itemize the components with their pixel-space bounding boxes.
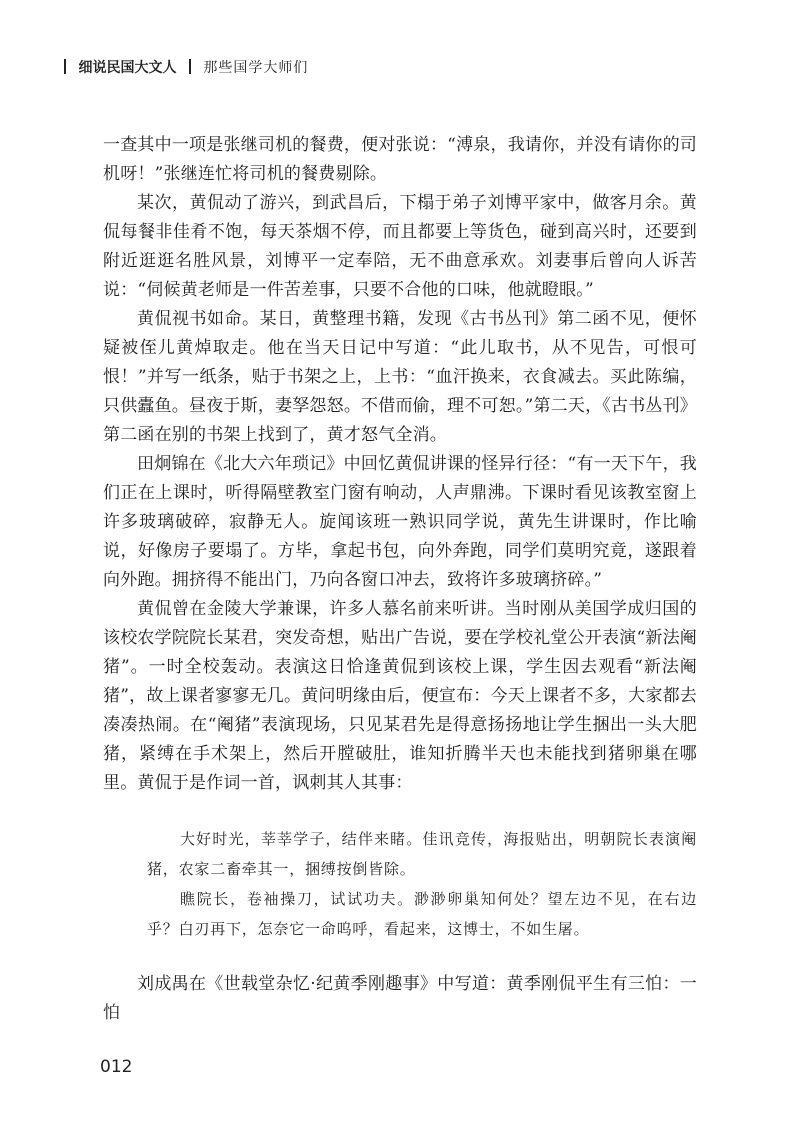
paragraph: 田炯锦在《北大六年琐记》中回忆黄侃讲课的怪异行径：“有一天下午，我们正在上课时，听得隔壁教室门窗有响动，人声鼎沸。下课时看见该教室窗上许多玻璃破碎，寂静无人。旋闻该班一熟识同学说，黄先生讲课时，作比喻说，好像房子要塌了。方毕，拿起书包，向外奔跑，同学们莫明究竟，遂跟着向外跑。拥挤得不能出门，乃向各窗口冲去，致将许多玻璃挤碎。”	[103, 454, 697, 590]
paragraph: 刘成禺在《世载堂杂忆·纪黄季刚趣事》中写道：黄季刚侃平生有三怕：一怕	[103, 974, 697, 1023]
book-title: 细说民国大文人	[78, 60, 177, 76]
poem-block	[103, 824, 697, 944]
paragraph: 一查其中一项是张继司机的餐费，便对张说：“溥泉，我请你，并没有请你的司机呀！”张继连忙将司机的餐费剔除。	[103, 135, 697, 184]
paragraph: 黄侃曾在金陵大学兼课，许多人慕名前来听讲。当时刚从美国学成归国的该校农学院院长某君，突发奇想，贴出广告说，要在学校礼堂公开表演“新法阉猪”。一时全校轰动。表演这日恰逢黄侃到该校上课，学生因去观看“新法阉猪”，故上课者寥寥无几。黄问明缘由后，便宣布：今天上课者不多，大家都去凑凑热闹。在“阉猪”表演现场，只见某君先是得意扬扬地让学生捆出一头大肥猪，紧缚在手术架上，然后开膛破肚，谁知折腾半天也未能找到猪卵巢在哪里。黄侃于是作词一首，讽刺其人其事：	[103, 599, 697, 793]
header-divider	[64, 59, 66, 74]
poem-stanza: 瞧院长，卷袖操刀，试试功夫。渺渺卵巢知何处？望左边不见，在右边乎？白刃再下，怎奈它一命呜呼，看起来，这博士，不如生屠。	[147, 890, 697, 938]
running-header	[64, 57, 308, 77]
paragraph: 某次，黄侃动了游兴，到武昌后，下榻于弟子刘博平家中，做客月余。黄侃每餐非佳肴不饱，每天茶烟不停，而且都要上等货色，碰到高兴时，还要到附近逛逛名胜风景，刘博平一定奉陪，无不曲意承欢。刘妻事后曾向人诉苦说：“伺候黄老师是一件苦差事，只要不合他的口味，他就瞪眼。”	[103, 193, 697, 300]
body-text	[103, 131, 697, 1028]
poem-stanza: 大好时光，莘莘学子，结伴来睹。佳讯竞传，海报贴出，明朝院长表演阉猪，农家二畜牵其一，捆缚按倒皆除。	[147, 830, 697, 878]
header-divider	[189, 59, 191, 74]
page-number: 012	[100, 1057, 133, 1077]
paragraph: 黄侃视书如命。某日，黄整理书籍，发现《古书丛刊》第二函不见，便怀疑被侄儿黄焯取走。他在当天日记中写道：“此儿取书，从不见告，可恨可恨！”并写一纸条，贴于书架之上，上书：“血汗换来，衣食减去。买此陈编，只供蠹鱼。昼夜于斯，妻孥怨怒。不借而偷，理不可恕。”第二天，《古书丛刊》第二函在别的书架上找到了，黄才怒气全消。	[103, 309, 697, 445]
chapter-title: 那些国学大师们	[203, 60, 309, 76]
